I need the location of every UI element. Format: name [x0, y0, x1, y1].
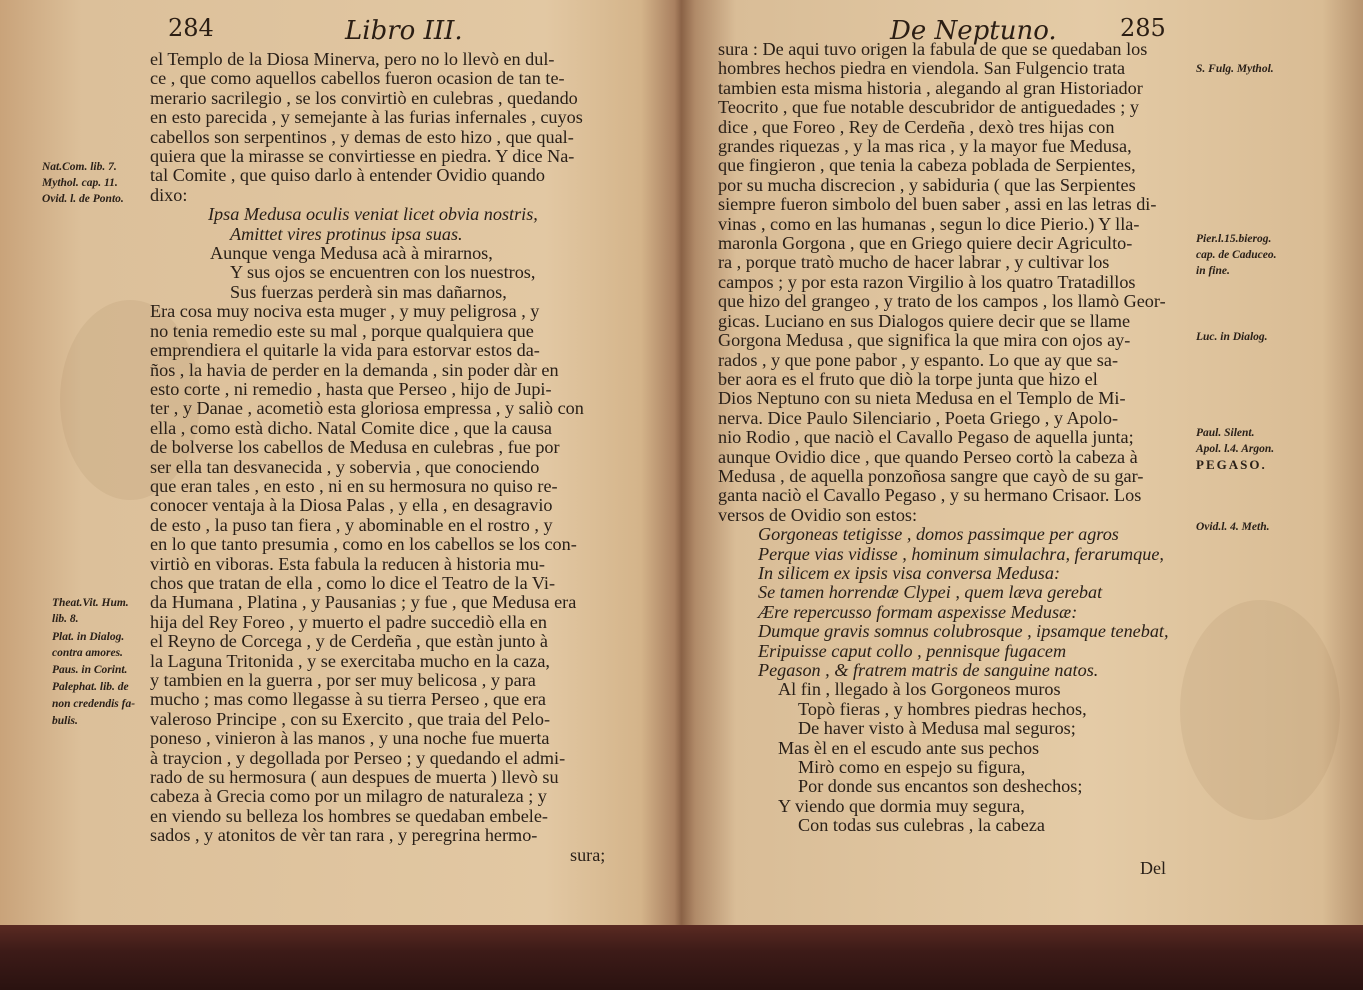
text-line: maronla Gorgona , que en Griego quiere decir Agriculto-	[718, 233, 1133, 254]
text-line: por su mucha discrecion , y sabiduria ( que las Serpientes	[718, 174, 1136, 195]
text-line: mucho ; mas como llegasse à su tierra Perseo , que era	[150, 689, 546, 710]
text-line: conocer ventaja à la Diosa Palas , y ella , en desagravio	[150, 495, 553, 516]
text-line: poneso , vinieron à las manos , y una noche fue muerta	[150, 728, 550, 749]
text-line: que eran tales , en esto , ni en su hermosura no quiso re-	[150, 475, 558, 496]
verse-line: Al fin , llegado à los Gorgoneos muros	[778, 679, 1061, 700]
text-line: chos que tratan de ella , como lo dice el Teatro de la Vi-	[150, 572, 556, 593]
page-number: 284	[168, 14, 214, 42]
text-line: versos de Ovidio son estos:	[718, 504, 918, 525]
text-line: cabeza à Grecia como por un milagro de naturaleza ; y	[150, 786, 547, 807]
text-line: cabellos son serpentinos , y demas de esto hizo , que qual-	[150, 126, 574, 147]
catchword: Del	[1140, 858, 1166, 878]
margin-note: cap. de Caduceo.	[1196, 249, 1277, 261]
text-line: ter , y Danae , acometiò esta gloriosa empressa , y saliò con	[150, 398, 584, 419]
verse-line: Ære repercusso formam aspexisse Medusæ:	[758, 601, 1078, 622]
text-line: Gorgona Medusa , que significa la que mira con ojos ay-	[718, 330, 1131, 351]
text-line: Medusa , de aquella ponzoñosa sangre que cayò de su gar-	[718, 465, 1144, 486]
text-line: sados , y atonitos de vèr tan rara , y peregrina hermo-	[150, 825, 538, 846]
text-line: vinas , como en las humanas , segun lo dice Pierio.) Y lla-	[718, 213, 1140, 234]
text-line: no tenia remedio este su mal , porque qualquiera que	[150, 320, 534, 341]
text-line: valeroso Principe , con su Exercito , que traia del Pelo-	[150, 708, 551, 729]
text-line: que hizo del grangeo , y trato de los campos , los llamò Geor-	[718, 291, 1166, 312]
text-line: à traycion , y degollada por Perseo ; y quedando el admi-	[150, 747, 566, 768]
text-line: gicas. Luciano en sus Dialogos quiere decir que se llame	[718, 310, 1131, 331]
text-line: sura : De aqui tuvo origen la fabula de que se quedaban los	[718, 39, 1148, 59]
margin-note: Apol. l.4. Argon.	[1196, 443, 1275, 455]
text-line: ra , porque tratò mucho de hacer labrar , y cultivar los	[718, 252, 1110, 273]
margin-note: Luc. in Dialog.	[1196, 331, 1268, 343]
text-line: aunque Ovidio dice , que quando Perseo cortò la cabeza à	[718, 446, 1138, 467]
text-line: el Reyno de Corcega , y de Cerdeña , que estàn junto à	[150, 631, 548, 652]
text-line: nio Rodio , que naciò el Cavallo Pegaso de aquella junta;	[718, 427, 1134, 448]
text-line: ños , la havia de perder en la demanda , sin poder dàr en	[150, 359, 559, 380]
margin-note: S. Fulg. Mythol.	[1196, 63, 1274, 75]
text-line: ber aora es el fruto que diò la torpe junta que hizo el	[718, 368, 1098, 389]
text-line: siempre fueron simbolo del buen saber , assi en las letras di-	[718, 194, 1157, 215]
text-line: Dios Neptuno con su nieta Medusa en el Templo de Mi-	[718, 388, 1126, 409]
verse-line: Amittet vires protinus ipsa suas.	[230, 223, 463, 244]
text-line: que fingieron , que tenia la cabeza poblada de Serpientes,	[718, 155, 1136, 176]
text-line: rado de su hermosura ( aun despues de muerta ) llevò su	[150, 767, 559, 788]
margin-note: PEGASO.	[1196, 457, 1267, 472]
running-head: Libro III.	[345, 16, 463, 46]
table-surface	[0, 925, 1363, 990]
text-line: en esto parecida , y semejante à las furias infernales , cuyos	[150, 107, 583, 128]
verse-line: Con todas sus culebras , la cabeza	[798, 815, 1045, 836]
text-line: hija del Rey Foreo , y muerto el padre succediò ella en	[150, 611, 547, 632]
text-line: ser ella tan desvanecida , y sobervia , que conociendo	[150, 456, 540, 477]
text-line: dixo:	[150, 184, 188, 205]
verse-line: Pegason , & fratrem matris de sanguine natos.	[758, 660, 1099, 680]
verse-line: Ipsa Medusa oculis veniat licet obvia nostris,	[208, 204, 538, 225]
margin-note: in fine.	[1196, 265, 1230, 277]
text-line: tal Comite , que quiso darlo à entender Ovidio quando	[150, 165, 545, 186]
margin-note: Nat.Com. lib. 7.	[42, 161, 117, 173]
text-line: campos ; y por esta razon Virgilio à los quatro Tratadillos	[718, 271, 1136, 292]
text-line: la Laguna Tritonida , y se exercitaba mucho en la caza,	[150, 650, 550, 671]
text-line: grandes riquezas , y la mas rica , y la mayor fue Medusa,	[718, 136, 1132, 157]
text-line: ce , que como aquellos cabellos fueron ocasion de tan te-	[150, 68, 565, 89]
verse-line: Y sus ojos se encuentren con los nuestros,	[230, 262, 536, 283]
catchword-line: sura;	[570, 844, 606, 865]
margin-note: Paul. Silent.	[1196, 427, 1255, 439]
left-body-text	[150, 50, 605, 865]
margin-note: lib. 8.	[52, 613, 79, 625]
right-body-text	[718, 40, 1169, 836]
text-line: rados , y que pone pabor , y espanto. Lo que ay que sa-	[718, 349, 1119, 370]
text-line: en viendo su belleza los hombres se quedaban embele-	[150, 805, 548, 826]
margin-note: non credendis fa-	[52, 698, 136, 710]
margin-note: Ovid.l. 4. Meth.	[1196, 521, 1270, 533]
margin-note: Pier.l.15.bierog.	[1196, 233, 1272, 245]
text-line: emprendiera el quitarle la vida para estorvar estos da-	[150, 340, 540, 361]
verse-line: Dumque gravis somnus colubrosque , ipsamque tenebat,	[758, 621, 1169, 642]
verse-line: Gorgoneas tetigisse , domos passimque per agros	[758, 524, 1119, 545]
verse-line: Mirò como en espejo su figura,	[798, 757, 1026, 778]
verse-line: In silicem ex ipsis visa conversa Medusa:	[758, 562, 1061, 583]
text-line: de esto , la puso tan fiera , y abominable en el rostro , y	[150, 514, 553, 535]
running-head: De Neptuno.	[890, 16, 1057, 46]
text-line: Era cosa muy nociva esta muger , y muy peligrosa , y	[150, 301, 540, 322]
text-line: y tambien en la guerra , por ser muy belicosa , y para	[150, 670, 536, 690]
text-line: da Humana , Platina , y Pausanias ; y fue , que Medusa era	[150, 592, 577, 613]
margin-note: Palephat. lib. de	[52, 681, 129, 693]
text-line: el Templo de la Diosa Minerva, pero no lo llevò en dul-	[150, 49, 555, 69]
page-number: 285	[1120, 14, 1166, 42]
text-line: hombres hechos piedra en viendola. San Fulgencio trata	[718, 58, 1126, 79]
margin-note: Ovid. l. de Ponto.	[42, 193, 124, 205]
text-line: de bolverse los cabellos de Medusa en culebras , fue por	[150, 437, 560, 458]
text-line: ella , como està dicho. Natal Comite dice , que la causa	[150, 417, 552, 438]
text-line: tambien esta misma historia , alegando al gran Historiador	[718, 77, 1143, 98]
margin-note: contra amores.	[52, 647, 123, 659]
verse-line: Y viendo que dormia muy segura,	[778, 795, 1025, 816]
text-line: dice , que Foreo , Rey de Cerdeña , dexò tres hijas con	[718, 116, 1115, 137]
margin-note: Paus. in Corint.	[52, 664, 128, 676]
text-line: en lo que tanto presumia , como en los cabellos se los con-	[150, 534, 577, 555]
verse-line: Aunque venga Medusa acà à mirarnos,	[210, 243, 493, 264]
verse-line: De haver visto à Medusa mal seguros;	[798, 718, 1076, 739]
left-page	[0, 0, 665, 925]
right-page	[672, 0, 1363, 925]
verse-line: Por donde sus encantos son deshechos;	[798, 776, 1083, 797]
verse-line: Eripuisse caput collo , pennisque fugacem	[758, 640, 1067, 661]
text-line: quiera que la mirasse se convirtiesse en piedra. Y dice Na-	[150, 146, 575, 167]
text-line: Teocrito , que fue notable descubridor de antiguedades ; y	[718, 97, 1139, 118]
text-line: nerva. Dice Paulo Silenciario , Poeta Griego , y Apolo-	[718, 407, 1119, 428]
verse-line: Sus fuerzas perderà sin mas dañarnos,	[230, 281, 507, 302]
text-line: esto corte , ni remedio , hasta que Perseo , hijo de Jupi-	[150, 378, 552, 399]
text-line: ganta naciò el Cavallo Pegaso , y su hermano Crisaor. Los	[718, 485, 1142, 506]
margin-note: Mythol. cap. 11.	[42, 177, 118, 189]
verse-line: Perque vias vidisse , hominum simulachra, ferarumque,	[758, 543, 1164, 564]
text-line: virtiò en viboras. Esta fabula la reducen à historia mu-	[150, 553, 545, 574]
verse-line: Se tamen horrendæ Clypei , quem læva gerebat	[758, 582, 1103, 603]
text-line: merario sacrilegio , se los convirtiò en culebras , quedando	[150, 87, 578, 108]
verse-line: Mas èl en el escudo ante sus pechos	[778, 737, 1040, 758]
margin-note: Theat.Vit. Hum.	[52, 597, 129, 609]
margin-note: bulis.	[52, 715, 78, 727]
verse-line: Topò fieras , y hombres piedras hechos,	[798, 698, 1087, 719]
margin-note: Plat. in Dialog.	[52, 631, 125, 643]
